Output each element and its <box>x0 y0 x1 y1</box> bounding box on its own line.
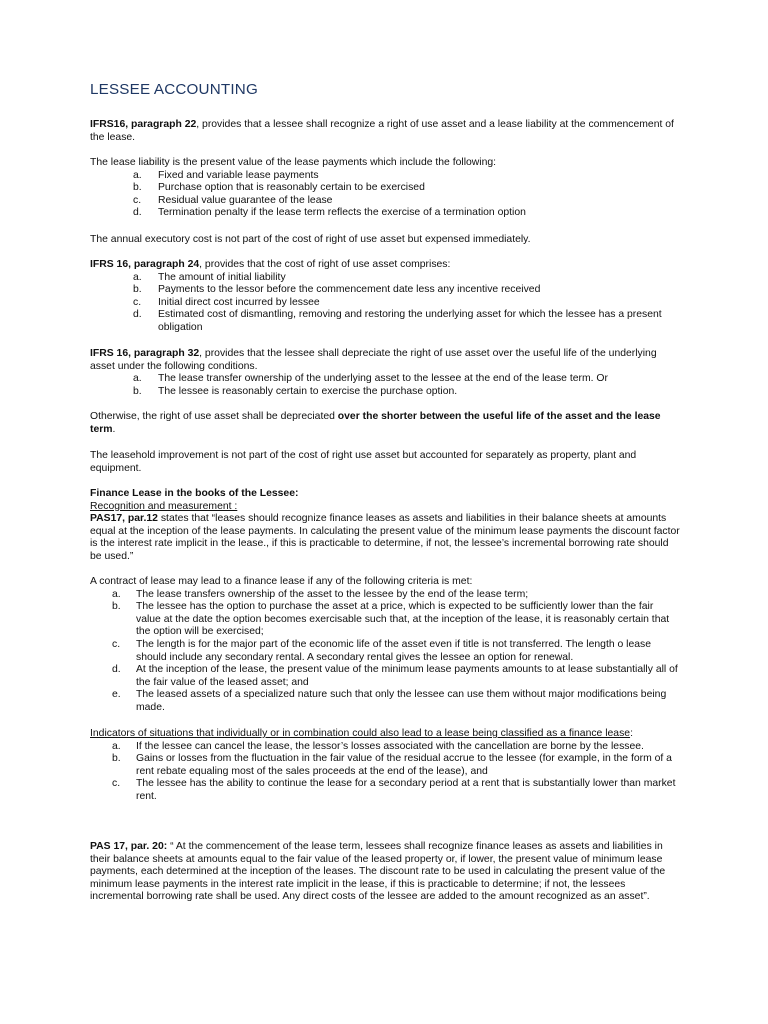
list-marker: d. <box>112 664 121 676</box>
list-marker: a. <box>133 169 142 181</box>
list-item <box>90 639 680 664</box>
list-item <box>90 309 680 334</box>
list-item-text: If the lessee can cancel the lease, the lessor’s losses associated with the cancellation are borne by the lessee. <box>136 740 644 752</box>
list-marker: b. <box>133 284 142 296</box>
paragraph-text: Otherwise, the right of use asset shall be depreciated <box>90 411 338 422</box>
paragraph-text: , provides that the cost of right of use asset comprises: <box>199 259 451 270</box>
list-marker: c. <box>133 296 142 308</box>
list-item <box>90 284 680 297</box>
list-marker: a. <box>133 373 142 385</box>
list-item <box>90 753 680 778</box>
list-marker: a. <box>112 740 121 752</box>
list-item-text: The lease transfers ownership of the asset to the lessee by the end of the lease term; <box>136 588 529 600</box>
list-item-text: The lessee has the option to purchase the asset at a price, which is expected to be sufficiently lower than the fair value at the date the option becomes exercisable such that, at the inception of the lease, it is reasonably certain that the option will be exercised; <box>136 601 670 638</box>
page-title: LESSEE ACCOUNTING <box>90 81 258 98</box>
section-heading: Finance Lease in the books of the Lessee: <box>90 488 299 499</box>
paragraph-text: states that “leases should recognize finance leases as assets and liabilities in their balance sheets at amounts equal at the inception of the lease payments. In calculating the present value of the minimum lease payments the discount factor is the interest rate implicit in the lease., if this is practicable to determine, if not, the lessee’s incremental borrowing rate should be used.” <box>90 513 680 562</box>
list-item <box>90 601 680 639</box>
list-marker: b. <box>112 753 121 765</box>
list-item-text: Purchase option that is reasonably certain to be exercised <box>158 182 425 194</box>
lease-payments-list <box>90 170 680 220</box>
list-item-text: The amount of initial liability <box>158 271 286 283</box>
paragraph-executory-cost <box>90 234 680 247</box>
section-finance-lease <box>90 488 680 564</box>
paragraph-ifrs16-par32 <box>90 348 680 398</box>
paragraph-ifrs16-par22 <box>90 119 680 144</box>
list-marker: c. <box>112 778 121 790</box>
list-item <box>90 373 680 386</box>
list-item-text: At the inception of the lease, the present value of the minimum lease payments amounts to at lease substantially all of the fair value of the leased asset; and <box>136 664 678 688</box>
list-marker: b. <box>133 385 142 397</box>
list-item-text: The leased assets of a specialized nature such that only the lessee can use them without major modifications being made. <box>136 689 667 713</box>
list-item-text: Termination penalty if the lease term reflects the exercise of a termination option <box>158 207 526 219</box>
cost-components-list <box>90 272 680 335</box>
list-item-text: Gains or losses from the fluctuation in the fair value of the residual accrue to the lessee (for example, in the form of a rent rebate equaling most of the sales proceeds at the end of the lease), and <box>136 753 672 777</box>
reference-pas17-par20: PAS 17, par. 20: <box>90 841 168 852</box>
list-marker: d. <box>133 207 142 219</box>
list-marker: a. <box>133 271 142 283</box>
list-item <box>90 170 680 183</box>
list-marker: c. <box>112 638 121 650</box>
list-item-text: Estimated cost of dismantling, removing and restoring the underlying asset for which the lessee has a present obligation <box>158 309 662 333</box>
list-item-text: The length is for the major part of the economic life of the asset even if title is not transferred. The length o lease should include any secondary rental. A secondary rental gives the lessee an option for renewal. <box>136 638 652 663</box>
list-item-text: Residual value guarantee of the lease <box>158 194 333 206</box>
criteria-list <box>90 589 680 715</box>
emphasis-text: over the shorter between the useful life of the asset and the lease term <box>90 411 661 435</box>
list-item <box>90 207 680 220</box>
paragraph-text: , provides that the lessee shall depreciate the right of use asset over the useful life of the underlying asset under the following conditions. <box>90 348 657 372</box>
indicators-list <box>90 741 680 804</box>
list-marker: a. <box>112 588 121 600</box>
list-item <box>90 272 680 285</box>
list-item-text: Payments to the lessor before the commencement date less any incentive received <box>158 284 541 296</box>
section-indicators <box>90 728 680 804</box>
section-subheading: Recognition and measurement : <box>90 500 238 512</box>
list-marker: e. <box>112 689 121 701</box>
paragraph-depreciation <box>90 411 680 436</box>
list-item <box>90 182 680 195</box>
list-marker: b. <box>133 182 142 194</box>
list-item <box>90 778 680 803</box>
list-item <box>90 297 680 310</box>
intro-colon: : <box>630 728 633 739</box>
list-marker: b. <box>112 601 121 613</box>
list-item-text: The lessee has the ability to continue the lease for a secondary period at a rent that is substantially lower than market rent. <box>136 778 676 802</box>
list-item <box>90 589 680 602</box>
paragraph-intro: The lease liability is the present value of the lease payments which include the following: <box>90 157 497 168</box>
list-item-text: Fixed and variable lease payments <box>158 169 319 181</box>
paragraph-lease-liability <box>90 157 680 220</box>
paragraph-intro: Indicators of situations that individually or in combination could also lead to a lease being classified as a finance lease <box>90 728 631 739</box>
paragraph-intro: A contract of lease may lead to a finance lease if any of the following criteria is met: <box>90 576 473 587</box>
list-item <box>90 741 680 754</box>
list-marker: c. <box>133 194 142 206</box>
list-item <box>90 664 680 689</box>
list-item-text: The lessee is reasonably certain to exercise the purchase option. <box>158 385 458 397</box>
list-marker: d. <box>133 309 142 321</box>
reference-ifrs16-par32: IFRS 16, paragraph 32 <box>90 348 200 359</box>
paragraph-leasehold-improvement <box>90 450 680 475</box>
paragraph-text: “ At the commencement of the lease term, lessees shall recognize finance leases as assets and liabilities in their balance sheets at amounts equal to the fair value of the leased property or, if lower, the present value of minimum lease payments, each determined at the inception of the leases. The discount rate to be used in calculating the present value of the minimum lease payments in the interest rate implicit in the lease, if this is practicable to determine; if not, the lessees incremental borrowing rate shall be used. Any direct costs of the lessee are added to the amount recognized as an asset”. <box>90 841 666 903</box>
paragraph-text: The annual executory cost is not part of the cost of right of use asset but expensed immediately. <box>90 234 531 245</box>
list-item-text: The lease transfer ownership of the underlying asset to the lessee at the end of the lease term. Or <box>158 373 608 385</box>
list-item <box>90 386 680 399</box>
paragraph-pas17-par20 <box>90 841 680 904</box>
list-item-text: Initial direct cost incurred by lessee <box>158 296 320 308</box>
section-criteria <box>90 576 680 715</box>
list-item <box>90 195 680 208</box>
paragraph-text: The leasehold improvement is not part of the cost of right use asset but accounted for separately as property, plant and equipment. <box>90 450 637 474</box>
paragraph-ifrs16-par24 <box>90 259 680 335</box>
depreciation-conditions-list <box>90 373 680 398</box>
reference-ifrs16-par22: IFRS16, paragraph 22 <box>90 119 197 130</box>
paragraph-end: . <box>112 423 116 435</box>
paragraph-text: , provides that a lessee shall recognize a right of use asset and a lease liability at the commencement of the lease. <box>90 119 674 143</box>
reference-pas17-par12: PAS17, par.12 <box>90 513 158 525</box>
reference-ifrs16-par24: IFRS 16, paragraph 24 <box>90 259 200 270</box>
list-item <box>90 689 680 714</box>
